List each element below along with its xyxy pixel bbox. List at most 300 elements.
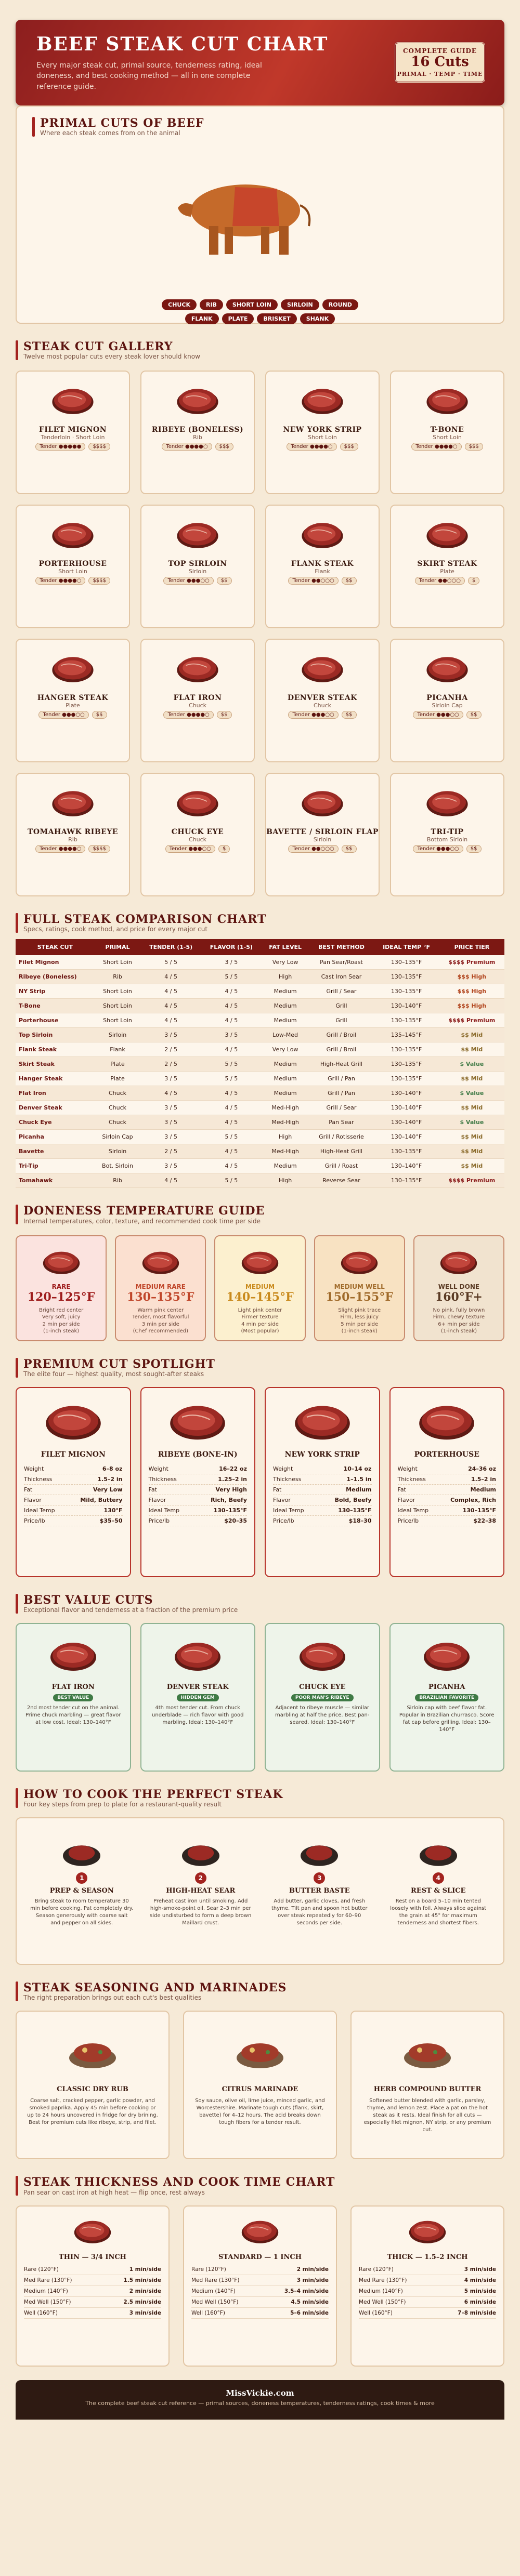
stat-row (273, 1464, 372, 1474)
table-cell: Hanger Steak (16, 1072, 95, 1086)
steak-image-icon (49, 517, 96, 550)
stat-label: Thickness (24, 1475, 53, 1483)
section-bar (16, 340, 18, 360)
table-cell: 3 / 5 (140, 1130, 201, 1144)
steak-primal: Short Loin (308, 434, 337, 441)
steak-name: TOP SIRLOIN (168, 560, 227, 569)
spotlight-card (265, 1387, 380, 1577)
section-bar (16, 1788, 18, 1808)
seasoning-desc: Softened butter blended with garlic, parsley, thyme, and lemon zest. Place a pat on the hot steak as it rests. Ideal finish for all cuts — especially filet mignon, NY strip, or any premium cut. (363, 2098, 491, 2133)
steak-primal: Plate (440, 568, 454, 575)
table-cell: Medium (262, 1013, 309, 1028)
steak-primal: Sirloin (188, 568, 207, 575)
table-cell: 3 / 5 (140, 1101, 201, 1115)
steak-card[interactable] (140, 505, 255, 628)
table-cell: 5 / 5 (140, 955, 201, 970)
page-title: BEEF STEAK CUT CHART (36, 33, 329, 55)
cooking-step-icon (58, 1832, 105, 1870)
comparison-heading (16, 913, 504, 933)
tenderness-chip: Tender ●●●●○ (162, 443, 212, 451)
seasoning-name: CITRUS MARINADE (222, 2085, 298, 2094)
doneness-temp: 120–125°F (27, 1290, 95, 1304)
tenderness-chip: Tender ●●●●○ (163, 711, 213, 719)
table-row (16, 1013, 504, 1028)
stat-row (149, 1505, 248, 1516)
section-title: PRIMAL CUTS OF BEEF (40, 116, 204, 130)
table-cell: Sirloin (95, 1028, 140, 1042)
steak-card[interactable] (140, 773, 255, 896)
table-cell: Medium (262, 1057, 309, 1072)
price-chip: $$ (342, 577, 357, 585)
price-chip: $$$ (215, 443, 233, 451)
steak-ratings (17, 577, 129, 585)
steak-image-icon (339, 1247, 380, 1276)
cook-step (265, 1832, 374, 1950)
time-row (359, 2264, 496, 2275)
table-cell: Grill / Pan (309, 1086, 374, 1101)
time-value: 1 min/side (129, 2266, 161, 2273)
badge-main: 16 Cuts (411, 54, 469, 70)
value-name: CHUCK EYE (299, 1683, 346, 1691)
table-cell: Medium (262, 1159, 309, 1173)
spotlight-stats (398, 1464, 497, 1526)
doneness-cards (16, 1235, 504, 1341)
price-chip: $$ (342, 711, 357, 719)
thickness-name: THIN — 3/4 INCH (59, 2253, 126, 2261)
section-subtitle: Internal temperatures, color, texture, and recommended cook time per side (23, 1217, 261, 1225)
table-cell: Medium (262, 1072, 309, 1086)
stat-value: 130–135°F (213, 1507, 247, 1514)
steak-ratings (391, 711, 503, 719)
stat-row (24, 1464, 123, 1474)
step-number: 2 (195, 1872, 206, 1884)
thickness-card (183, 2205, 337, 2367)
step-number: 1 (76, 1872, 87, 1884)
cook-section (16, 1788, 504, 1965)
primal-pills (17, 298, 503, 326)
tenderness-chip: Tender ●●●○○ (163, 577, 213, 585)
table-cell: 130–140°F (373, 1101, 439, 1115)
time-label: Well (160°F) (359, 2309, 393, 2316)
stat-row (273, 1505, 372, 1516)
table-cell: Short Loin (95, 984, 140, 999)
steak-image-icon (299, 785, 346, 818)
footer (16, 2380, 504, 2420)
thickness-section (16, 2176, 504, 2366)
table-cell: 130–135°F (373, 1057, 439, 1072)
time-value: 3 min/side (464, 2266, 496, 2273)
time-row (24, 2286, 161, 2297)
steak-primal: Chuck (188, 836, 207, 843)
table-cell: $ Value (439, 1057, 504, 1072)
doneness-desc: Light pink center Firmer texture 4 min per side (Most popular) (238, 1307, 282, 1335)
table-cell: T-Bone (16, 999, 95, 1013)
table-cell: 130–135°F (373, 970, 439, 984)
stat-value: Rich, Beefy (211, 1496, 247, 1503)
doneness-card (314, 1235, 405, 1341)
steak-image-icon (49, 785, 96, 818)
seasoning-icon (231, 2029, 289, 2071)
table-row (16, 1057, 504, 1072)
primal-pill: SHANK (300, 313, 335, 324)
spotlight-card (16, 1387, 131, 1577)
steak-ratings (17, 845, 129, 853)
stat-row (149, 1485, 248, 1495)
gallery-grid (16, 371, 504, 896)
spotlight-name: RIBEYE (BONE-IN) (158, 1450, 238, 1459)
steak-name: T-BONE (430, 426, 464, 434)
table-cell: $$$$ Premium (439, 1013, 504, 1028)
table-cell: Flank (95, 1042, 140, 1057)
steak-card[interactable] (265, 773, 380, 896)
table-cell: Tomahawk (16, 1173, 95, 1188)
table-row (16, 984, 504, 999)
table-cell: Short Loin (95, 1013, 140, 1028)
steak-image-icon (299, 383, 346, 416)
table-cell: Very Low (262, 1042, 309, 1057)
step-desc: Rest on a board 5–10 min tented loosely with foil. Always slice against the grain at 45° for maximum tenderness and shortest fibers. (390, 1898, 487, 1926)
primal-pill: SIRLOIN (281, 299, 319, 310)
time-label: Rare (120°F) (359, 2266, 394, 2273)
step-name: PREP & SEASON (49, 1887, 114, 1895)
stat-row (24, 1516, 123, 1526)
price-chip: $$ (342, 845, 357, 853)
primal-pill: SHORT LOIN (226, 299, 278, 310)
doneness-card (413, 1235, 504, 1341)
time-label: Medium (140°F) (24, 2288, 68, 2294)
steak-card[interactable] (16, 371, 130, 494)
table-cell: Chuck (95, 1115, 140, 1130)
stat-label: Weight (148, 1465, 168, 1472)
table-cell: 130–140°F (373, 1086, 439, 1101)
table-cell: 2 / 5 (140, 1144, 201, 1159)
section-title: DONENESS TEMPERATURE GUIDE (23, 1204, 265, 1218)
time-label: Medium (140°F) (191, 2288, 236, 2294)
table-cell: Flat Iron (16, 1086, 95, 1101)
spotlight-name: NEW YORK STRIP (284, 1450, 360, 1459)
steak-card[interactable] (140, 639, 255, 762)
price-chip: $$$ (340, 443, 358, 451)
steak-image-icon (438, 1247, 479, 1276)
stat-label: Flavor (24, 1496, 42, 1503)
doneness-desc: Bright red center Very soft, juicy 2 min per side (1-inch steak) (38, 1307, 84, 1335)
stat-label: Ideal Temp (273, 1507, 304, 1514)
steak-image-icon (166, 1398, 229, 1442)
time-row (24, 2297, 161, 2308)
price-chip: $ (218, 845, 230, 853)
stat-value: Very High (215, 1486, 247, 1493)
spotlight-section (16, 1358, 504, 1577)
table-cell: Medium (262, 999, 309, 1013)
table-row (16, 1101, 504, 1115)
steak-name: PICANHA (426, 694, 468, 703)
table-cell: Grill (309, 999, 374, 1013)
table-cell: 4 / 5 (140, 1013, 201, 1028)
tenderness-chip: Tender ●●●●● (35, 443, 85, 451)
steak-image-icon (42, 1398, 105, 1442)
table-cell: $$ Mid (439, 1130, 504, 1144)
value-badge: BRAZILIAN FAVORITE (415, 1694, 478, 1701)
column-header: BEST METHOD (309, 939, 374, 955)
value-name: FLAT IRON (51, 1683, 95, 1691)
spotlight-stats (24, 1464, 123, 1526)
time-row (359, 2308, 496, 2319)
steak-card[interactable] (390, 371, 504, 494)
stat-label: Fat (273, 1486, 282, 1493)
tenderness-chip: Tender ●●●○○ (165, 845, 215, 853)
time-value: 3 min/side (296, 2277, 329, 2283)
steak-image-icon (47, 1636, 99, 1673)
steak-ratings (141, 577, 254, 585)
primal-pill: CHUCK (162, 299, 197, 310)
section-subtitle: Exceptional flavor and tenderness at a fraction of the premium price (23, 1606, 238, 1614)
stat-value: 10–14 oz (343, 1465, 372, 1472)
section-subtitle: Four key steps from prep to plate for a restaurant-quality result (23, 1801, 222, 1808)
section-subtitle: Twelve most popular cuts every steak lover should know (23, 353, 200, 361)
table-cell: 4 / 5 (201, 1101, 262, 1115)
time-label: Med Well (150°F) (24, 2298, 71, 2305)
table-cell: Grill / Broil (309, 1028, 374, 1042)
stat-row (149, 1474, 248, 1485)
seasoning-card (350, 2011, 504, 2159)
steak-ratings (391, 577, 503, 585)
table-cell: $ Value (439, 1086, 504, 1101)
section-subtitle: Where each steak comes from on the animal (40, 129, 180, 137)
table-cell: 2 / 5 (140, 1042, 201, 1057)
thickness-name: STANDARD — 1 INCH (218, 2253, 302, 2261)
stat-label: Fat (397, 1486, 406, 1493)
section-bar (32, 117, 35, 137)
steak-card[interactable] (265, 505, 380, 628)
doneness-desc: Warm pink center Tender, most flavorful 3 min per side (Chef recommended) (132, 1307, 189, 1335)
table-cell: Grill / Sear (309, 984, 374, 999)
steak-card[interactable] (16, 639, 130, 762)
stat-value: 1–1.5 in (346, 1475, 372, 1483)
time-value: 2 min/side (296, 2266, 329, 2273)
stat-label: Ideal Temp (24, 1507, 55, 1514)
table-cell: 4 / 5 (201, 1013, 262, 1028)
stat-label: Price/lb (397, 1517, 419, 1524)
seasoning-name: HERB COMPOUND BUTTER (373, 2085, 482, 2094)
table-cell: 4 / 5 (140, 1173, 201, 1188)
table-cell: 3 / 5 (201, 955, 262, 970)
stat-value: Mild, Buttery (80, 1496, 123, 1503)
price-chip: $$$ (465, 443, 483, 451)
steak-image-icon (424, 785, 471, 818)
thickness-name: THICK — 1.5–2 INCH (387, 2253, 468, 2261)
steak-image-icon (291, 1398, 354, 1442)
section-title: HOW TO COOK THE PERFECT STEAK (23, 1787, 283, 1801)
stat-label: Price/lb (273, 1517, 294, 1524)
steak-card[interactable] (390, 773, 504, 896)
stat-value: $35–50 (99, 1517, 123, 1524)
steak-ratings (141, 711, 254, 719)
table-row (16, 1130, 504, 1144)
steak-primal: Tenderloin · Short Loin (41, 434, 105, 441)
page-subtitle: Every major steak cut, primal source, tenderness rating, ideal doneness, and best cooking method — all in one complete reference guide. (36, 61, 262, 91)
time-value: 4.5 min/side (291, 2298, 329, 2305)
header-banner (16, 20, 504, 105)
stat-label: Fat (24, 1486, 33, 1493)
table-cell: 3 / 5 (201, 1028, 262, 1042)
seasoning-heading (16, 1981, 504, 2001)
table-cell: Med-High (262, 1101, 309, 1115)
table-cell: Grill (309, 1013, 374, 1028)
time-row (359, 2286, 496, 2297)
column-header: TENDER (1-5) (140, 939, 201, 955)
steak-card[interactable] (265, 371, 380, 494)
thickness-rows (24, 2264, 161, 2319)
doneness-temp: 140–145°F (226, 1290, 294, 1304)
steak-ratings (141, 845, 254, 853)
table-header-row (16, 939, 504, 955)
time-value: 1.5 min/side (123, 2277, 161, 2283)
steak-primal: Flank (315, 568, 330, 575)
stat-label: Weight (397, 1465, 418, 1472)
stat-value: 1.5–2 in (471, 1475, 496, 1483)
stat-label: Thickness (148, 1475, 177, 1483)
stat-row (398, 1485, 497, 1495)
stat-label: Thickness (397, 1475, 426, 1483)
steak-card[interactable] (265, 639, 380, 762)
stat-row (273, 1495, 372, 1505)
steak-primal: Plate (66, 702, 80, 709)
table-cell: 3 / 5 (140, 1115, 201, 1130)
footer-site-link[interactable]: MissVickie.com (226, 2388, 294, 2398)
doneness-card (16, 1235, 107, 1341)
steak-image-icon (299, 651, 346, 684)
steak-image-icon (174, 651, 221, 684)
stat-row (149, 1495, 248, 1505)
time-row (191, 2297, 329, 2308)
table-cell: Chuck (95, 1086, 140, 1101)
gallery-heading (16, 340, 504, 360)
section-bar (16, 1594, 18, 1614)
time-row (24, 2308, 161, 2319)
table-cell: High (262, 1130, 309, 1144)
table-cell: $$$ High (439, 984, 504, 999)
spotlight-cards (16, 1387, 504, 1577)
thickness-card (350, 2205, 504, 2367)
doneness-name: MEDIUM (245, 1283, 275, 1290)
stat-value: $22–38 (473, 1517, 496, 1524)
table-cell: 5 / 5 (201, 1173, 262, 1188)
table-cell: 130–135°F (373, 1042, 439, 1057)
value-card (265, 1623, 380, 1772)
cook-heading (16, 1788, 504, 1808)
thickness-rows (191, 2264, 329, 2319)
table-cell: Filet Mignon (16, 955, 95, 970)
steak-ratings (266, 845, 379, 853)
stat-label: Price/lb (148, 1517, 170, 1524)
time-value: 5–6 min/side (290, 2309, 329, 2316)
steak-image-icon (41, 1247, 82, 1276)
stat-value: Bold, Beefy (334, 1496, 372, 1503)
time-row (191, 2275, 329, 2286)
table-cell: Ribeye (Boneless) (16, 970, 95, 984)
table-cell: $$ Mid (439, 1028, 504, 1042)
comparison-section (16, 913, 504, 1188)
table-cell: 130–135°F (373, 1144, 439, 1159)
time-value: 7–8 min/side (458, 2309, 496, 2316)
tenderness-chip: Tender ●●●○○ (413, 845, 463, 853)
table-cell: Denver Steak (16, 1101, 95, 1115)
section-bar (16, 913, 18, 933)
steak-name: FILET MIGNON (38, 426, 107, 434)
time-value: 4 min/side (464, 2277, 496, 2283)
footer-text: The complete beef steak cut reference — primal sources, doneness temperatures, tenderness ratings, cook times & more (85, 2399, 435, 2407)
steak-primal: Rib (68, 836, 77, 843)
table-cell: 4 / 5 (140, 999, 201, 1013)
steak-image-icon (424, 517, 471, 550)
step-name: HIGH-HEAT SEAR (166, 1887, 236, 1895)
table-cell: 130–140°F (373, 1159, 439, 1173)
steak-image-icon (72, 2216, 113, 2245)
column-header: PRICE TIER (439, 939, 504, 955)
table-cell: Pan Sear/Roast (309, 955, 374, 970)
value-desc: Adjacent to ribeye muscle — similar marbling at half the price. Best pan-seared. Ideal: 130–140°F (275, 1705, 370, 1725)
complete-guide-badge (394, 42, 486, 83)
table-row (16, 1159, 504, 1173)
value-name: DENVER STEAK (166, 1683, 229, 1691)
table-cell: 130–140°F (373, 1115, 439, 1130)
steak-primal: Rib (193, 434, 202, 441)
steak-ratings (266, 577, 379, 585)
table-cell: 5 / 5 (201, 1057, 262, 1072)
section-title: STEAK CUT GALLERY (23, 340, 173, 353)
price-chip: $ (468, 577, 479, 585)
primal-pill: PLATE (222, 313, 254, 324)
seasoning-card (16, 2011, 170, 2159)
steak-name: TRI-TIP (431, 828, 464, 837)
stat-row (398, 1495, 497, 1505)
table-cell: Low-Med (262, 1028, 309, 1042)
seasoning-icon (64, 2029, 121, 2071)
value-name: PICANHA (428, 1683, 465, 1691)
steak-card[interactable] (390, 505, 504, 628)
thickness-rows (359, 2264, 496, 2319)
table-cell: 3 / 5 (140, 1028, 201, 1042)
steak-card[interactable] (140, 371, 255, 494)
doneness-section (16, 1205, 504, 1341)
cook-step (27, 1832, 137, 1950)
price-chip: $$$$ (88, 577, 110, 585)
doneness-name: WELL DONE (438, 1283, 480, 1290)
table-cell: 130–135°F (373, 1013, 439, 1028)
steak-image-icon (421, 1636, 473, 1673)
table-cell: $$ Mid (439, 1101, 504, 1115)
table-cell: Rib (95, 970, 140, 984)
step-number: 3 (314, 1872, 325, 1884)
steak-card[interactable] (16, 773, 130, 896)
table-cell: Rib (95, 1173, 140, 1188)
steak-ratings (141, 443, 254, 451)
steak-image-icon (424, 383, 471, 416)
steak-card[interactable] (16, 505, 130, 628)
steak-card[interactable] (390, 639, 504, 762)
stat-value: Complex, Rich (450, 1496, 496, 1503)
stat-label: Weight (24, 1465, 44, 1472)
primal-pill: FLANK (185, 313, 219, 324)
value-desc: 4th most tender cut. From chuck underblade — rich flavor with good marbling. Ideal: 130–140°F (152, 1705, 244, 1725)
price-chip: $$ (217, 711, 232, 719)
section-title: FULL STEAK COMPARISON CHART (23, 913, 267, 927)
table-cell: Top Sirloin (16, 1028, 95, 1042)
stat-value: 130°F (103, 1507, 123, 1514)
table-cell: 4 / 5 (140, 984, 201, 999)
steak-name: CHUCK EYE (171, 828, 224, 837)
table-cell: Short Loin (95, 955, 140, 970)
